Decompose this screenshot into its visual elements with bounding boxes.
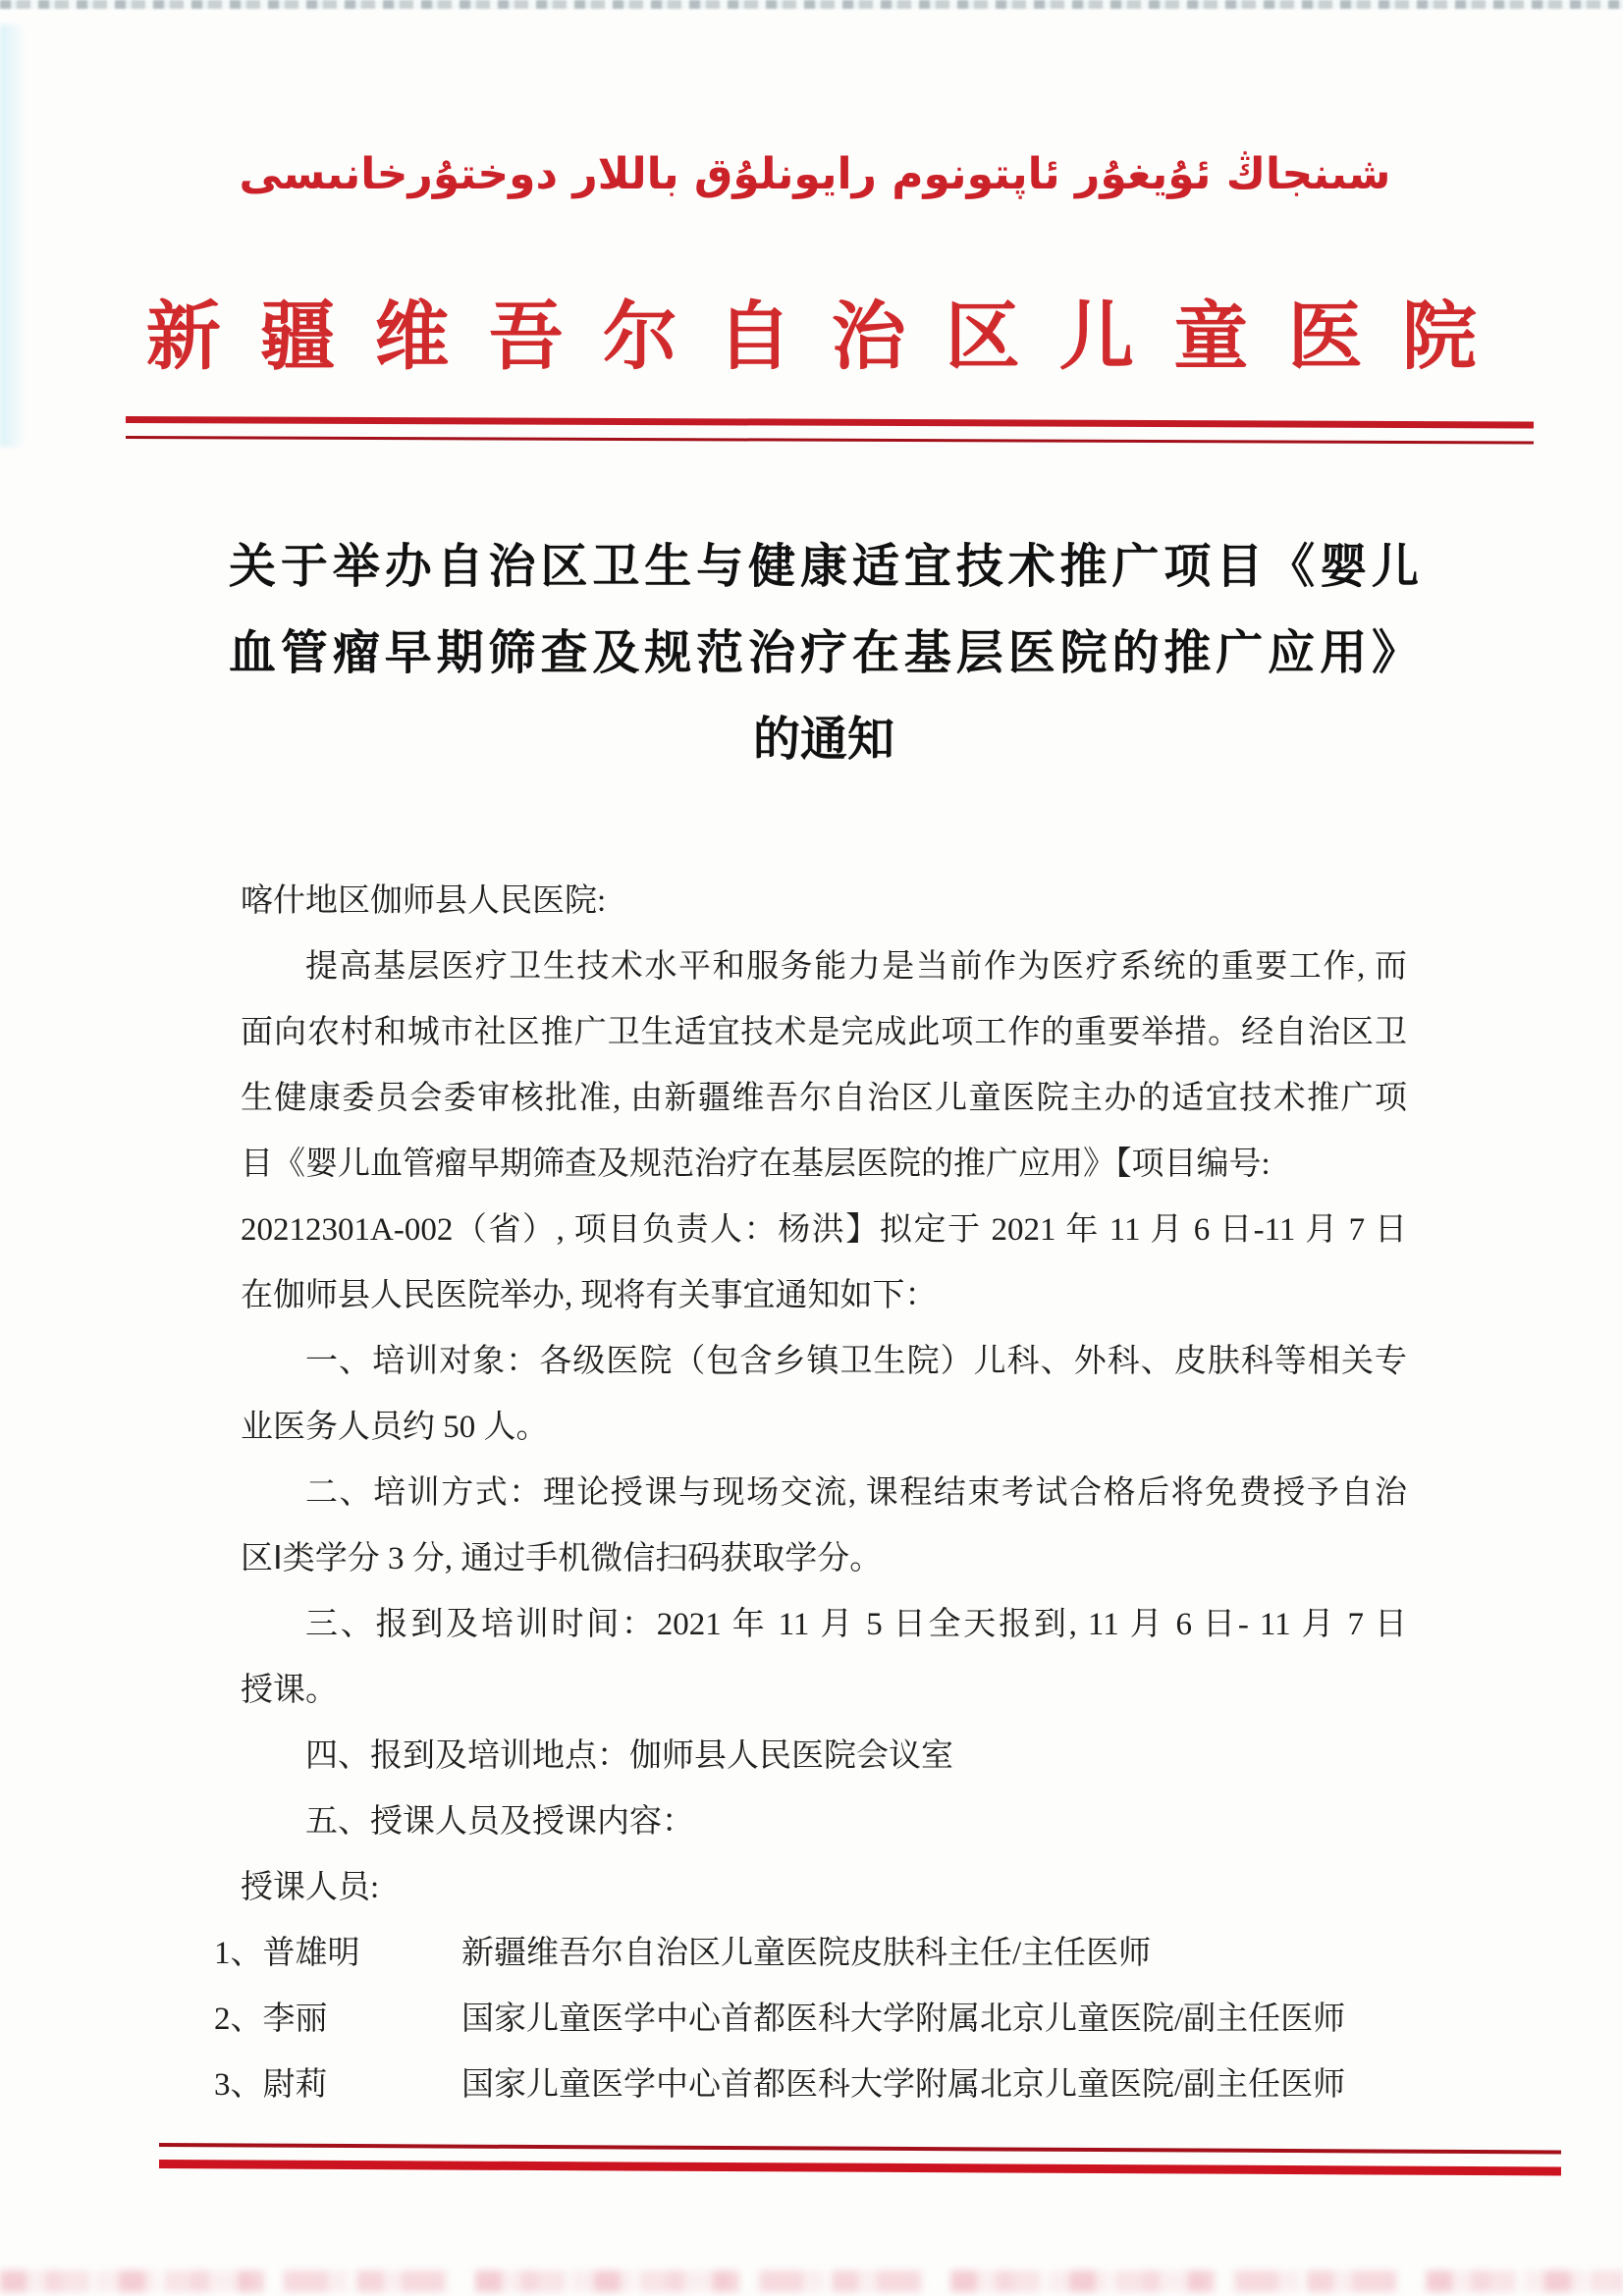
- lecturer-affiliation: 新疆维吾尔自治区儿童医院皮肤科主任/主任医师: [461, 1936, 1152, 1971]
- lecturers-label: 授课人员:: [241, 1870, 380, 1905]
- lecturer-name: 尉莉: [262, 2067, 328, 2103]
- item-training-location: 四、报到及培训地点：伽师县人民医院会议室: [305, 1738, 953, 1774]
- item-training-method: 二、培训方式：理论授课与现场交流, 课程结束考试合格后将免费授予自治: [305, 1475, 1407, 1511]
- lecturer-number: 2、: [214, 2002, 263, 2037]
- letterhead-uyghur-title: شىنجاڭ ئۇيغۇر ئاپتونوم رايونلۇق باللار دوختۇرخانىسى: [239, 149, 1391, 199]
- body-line: 20212301A-002（省）, 项目负责人：杨洪】拟定于 2021 年 11 月 6 日-11 月 7 日: [241, 1212, 1407, 1248]
- lecturer-name-cell: [214, 1987, 461, 2053]
- item-training-audience: 一、培训对象：各级医院（包含乡镇卫生院）儿科、外科、皮肤科等相关专: [305, 1344, 1407, 1379]
- letterhead-rule-thin: [126, 436, 1534, 445]
- item-training-time: 三、报到及培训时间：2021 年 11 月 5 日全天报到, 11 月 6 日- 11 月 7 日: [305, 1607, 1407, 1642]
- body-line: 目《婴儿血管瘤早期筛查及规范治疗在基层医院的推广应用》【项目编号:: [241, 1147, 1271, 1182]
- body-line: 生健康委员会委审核批准, 由新疆维吾尔自治区儿童医院主办的适宜技术推广项: [241, 1081, 1407, 1116]
- notice-title: [229, 523, 1419, 782]
- body-line: 区Ⅰ类学分 3 分, 通过手机微信扫码获取学分。: [241, 1541, 883, 1576]
- lecturer-name-cell: [214, 1921, 461, 1987]
- lecturer-affiliation: 国家儿童医学中心首都医科大学附属北京儿童医院/副主任医师: [461, 2002, 1346, 2037]
- notice-title-line-3: 的通知: [752, 712, 894, 767]
- page-bottom-bleed-artifact: [0, 2270, 1623, 2292]
- letterhead-hospital-name: 新疆维吾尔自治区儿童医院: [145, 296, 1517, 379]
- lecturer-row: [214, 1921, 1407, 1987]
- body-line: 业医务人员约 50 人。: [241, 1410, 549, 1445]
- salutation-line: 喀什地区伽师县人民医院:: [241, 883, 607, 919]
- lecturer-name-cell: [214, 2053, 461, 2118]
- lecturer-row: [214, 2053, 1407, 2118]
- lecturer-name: 李丽: [262, 2002, 328, 2037]
- body-line: 在伽师县人民医院举办, 现将有关事宜通知如下：: [241, 1278, 938, 1313]
- lecturer-number: 1、: [214, 1936, 263, 1971]
- footer-rule-thin: [159, 2143, 1561, 2154]
- letterhead-rule-thick: [126, 416, 1534, 429]
- notice-title-line-2: 血管瘤早期筛查及规范治疗在基层医院的推广应用》: [229, 625, 1419, 680]
- footer-rule-thick: [159, 2160, 1561, 2175]
- body-line: 面向农村和城市社区推广卫生适宜技术是完成此项工作的重要举措。经自治区卫: [241, 1015, 1407, 1050]
- scanner-edge-artifact: [0, 0, 1623, 9]
- body-line: 授课。: [241, 1673, 338, 1708]
- notice-title-line-1: 关于举办自治区卫生与健康适宜技术推广项目《婴儿: [229, 539, 1419, 594]
- lecturer-row: [214, 1987, 1407, 2053]
- body-line: 提高基层医疗卫生技术水平和服务能力是当前作为医疗系统的重要工作, 而: [305, 949, 1407, 985]
- lecturer-name: 普雄明: [262, 1936, 360, 1971]
- lecturer-affiliation: 国家儿童医学中心首都医科大学附属北京儿童医院/副主任医师: [461, 2067, 1346, 2103]
- lecturer-number: 3、: [214, 2067, 263, 2103]
- item-lecturers-heading: 五、授课人员及授课内容：: [305, 1804, 694, 1840]
- notice-body: [214, 869, 1407, 2118]
